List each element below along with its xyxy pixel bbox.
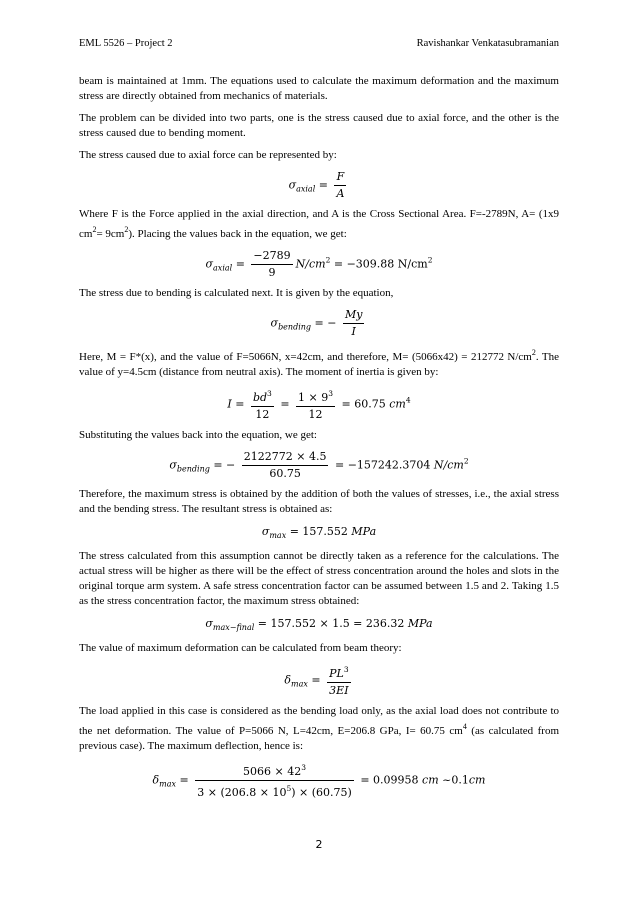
page-body xyxy=(79,74,559,806)
paragraph: The stress calculated from this assumption cannot be directly taken as a reference for the calculations. The actual stress will be higher as there will be the effect of stress concentration around the holes and slots in the original torque arm system. A safe stress concentration factor can be assumed between 1.5 and 2. Taking 1.5 as the stress concentration factor, the maximum stress obtained: xyxy=(79,550,559,607)
paragraph: The load applied in this case is considered as the bending load only, as the axial load does not contribute to the net deformation. The value of P=5066 N, L=42cm, E=206.8 GPa, I= 60.75 $cm^4$ (as calculated from previous case). The maximum deflection, hence is: xyxy=(79,705,559,752)
equation-max-deflection: $\delta_{max}$ = $\frac{PL^3}{3EI}$ xyxy=(284,665,349,697)
paragraph: beam is maintained at 1mm. The equations used to calculate the maximum deformation and the maximum stress are directly obtained from mechanics of materials. xyxy=(79,75,559,102)
paragraph: The value of maximum deformation can be calculated from beam theory: xyxy=(79,642,402,654)
paragraph: Here, M = F*(x), and the value of F=5066N, x=42cm, and therefore, M= (5066x42) = 212772 $N/cm^2$. The value of y=4.5cm (distance from neutral axis). The moment of inertia is given by: xyxy=(79,348,560,378)
header-author: Ravishankar Venkatasubramanian xyxy=(416,38,559,49)
paragraph: The stress due to bending is calculated next. It is given by the equation, xyxy=(79,287,394,299)
paragraph: Where F is the Force applied in the axial direction, and A is the Cross Sectional Area. F=-2789N, A= (1x9 $cm^2= 9cm^2$). Placing the values back in the equation, we get: xyxy=(79,208,559,240)
page-header xyxy=(79,37,559,51)
equation-max-stress-final: $\sigma_{max-final} = 157.552 \times 1.5 = 236.32$ MPa xyxy=(205,617,433,632)
equation-max-stress: $\sigma_{max} = 157.552$ MPa xyxy=(261,525,377,540)
paragraph: Substituting the values back into the equation, we get: xyxy=(79,429,317,441)
equation-bending-value: $\sigma_{bending}$ = − $\frac{2122772 \times 4.5}{60.75}$ = −157242.3704 $N/cm^2$ xyxy=(169,450,469,480)
paragraph: The problem can be divided into two parts, one is the stress caused due to axial force, and the other is the stress caused due to bending moment. xyxy=(79,112,559,139)
paragraph: The stress caused due to axial force can be represented by: xyxy=(79,149,337,161)
page-number: 2 xyxy=(315,838,323,851)
paragraph: Therefore, the maximum stress is obtained by the addition of both the values of stresses, i.e., the axial stress and the bending stress. The resultant stress is obtained as: xyxy=(79,488,559,515)
equation-bending-stress: $\sigma_{bending}$ = − $\frac{My}{I}$ xyxy=(270,308,363,338)
header-course: EML 5526 – Project 2 xyxy=(79,38,173,49)
equation-deflection-value: $\delta_{max}$ = $\frac{5066 \times 42^3}{3 \times (206.8 \times 10^5) \times (60.75)}$ = 0.09958 cm ~0.1cm xyxy=(152,763,486,799)
equation-axial-value: $\sigma_{axial}$ = $\frac{-2789}{9}$ $N/cm^2 = -309.88$ $N/cm^2$ xyxy=(205,249,433,279)
equation-axial-stress: $\sigma_{axial}$ = $\frac{F}{A}$ xyxy=(288,170,345,200)
equation-moment-of-inertia: I = $\frac{bd^3}{12}$ = $\frac{1 \times 9^3}{12}$ = 60.75 $cm^4$ xyxy=(227,389,411,421)
